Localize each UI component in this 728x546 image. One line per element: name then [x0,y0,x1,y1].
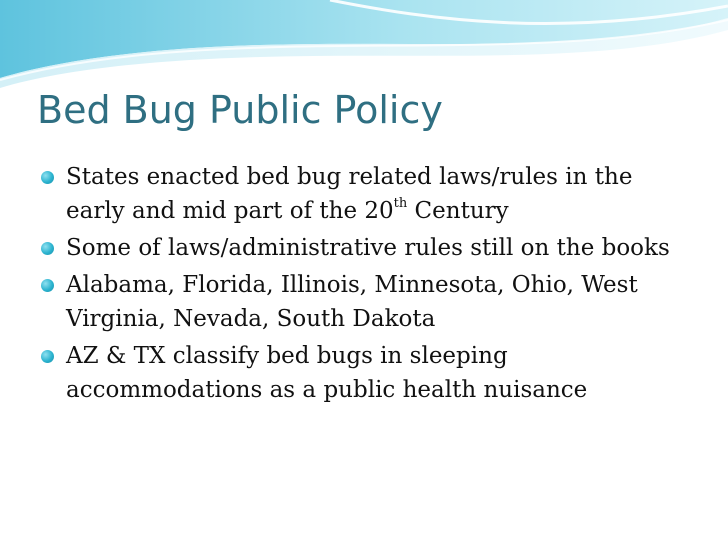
slide-title: Bed Bug Public Policy [37,88,443,132]
bullet-item [38,160,698,228]
bullet-text: Some of laws/administrative rules still on the books [66,235,670,261]
bullet-list [38,160,698,410]
bullet-dot-icon [41,171,54,184]
bullet-dot-icon [41,242,54,255]
bullet-item [38,268,698,336]
bullet-item [38,231,698,265]
bullet-dot-icon [41,350,54,363]
bullet-text-main: States enacted bed bug related laws/rules in the early and mid part of the 20 [66,164,633,224]
bullet-dot-icon [41,279,54,292]
bullet-text: AZ & TX classify bed bugs in sleeping accommodations as a public health nuisance [66,343,588,403]
bullet-text-tail: Century [407,198,509,224]
bullet-text: Alabama, Florida, Illinois, Minnesota, Ohio, West Virginia, Nevada, South Dakota [66,272,638,332]
bullet-item [38,339,698,407]
wave-header-decoration [0,0,728,100]
bullet-text [66,164,632,224]
ordinal-superscript: th [393,196,408,212]
